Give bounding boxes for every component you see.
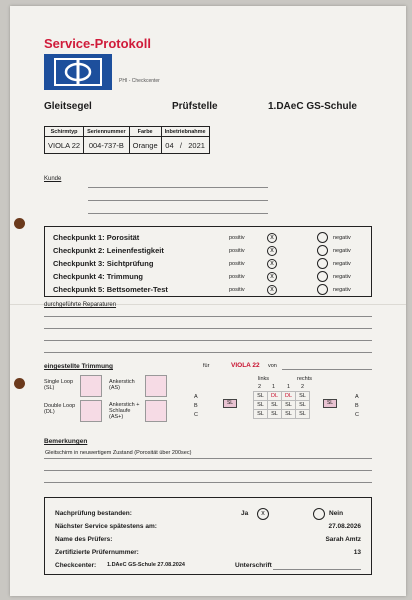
rule-line — [44, 316, 372, 317]
checkbox-negative[interactable] — [317, 271, 328, 282]
rule-line — [88, 213, 268, 214]
trim-col-label: 2 — [258, 384, 262, 390]
trim-cell: SL — [282, 401, 296, 410]
spec-header: Schirmtyp — [45, 127, 84, 137]
checkbox-positive[interactable]: x — [267, 285, 277, 295]
trim-left-sl: SL — [223, 399, 237, 408]
spec-value-date: 04 / 2021 — [161, 137, 209, 154]
row-label-b-right: B — [355, 403, 359, 409]
trim-col-label: 2 — [301, 384, 305, 390]
checkpoint-row: Checkpunkt 4: Trimmung positiv x negativ — [53, 272, 351, 281]
checkpoints-box — [44, 226, 372, 297]
zert-value: 13 — [353, 549, 361, 556]
ankerstich-schlaufe-icon — [145, 400, 167, 422]
trim-cell: SL — [268, 410, 282, 419]
rule-line — [44, 482, 372, 483]
header-school: 1.DAeC GS-Schule — [268, 101, 357, 112]
trim-cell: SL — [254, 401, 268, 410]
double-loop-icon — [80, 400, 102, 422]
naechster-service-value: 27.08.2026 — [328, 523, 361, 530]
zert-label: Zertifizierte Prüfernummer: — [55, 549, 139, 556]
logo-subtitle: PHI - Checkcenter — [119, 78, 160, 84]
naechster-service-label: Nächster Service spätestens am: — [55, 523, 157, 530]
trim-cell: SL — [268, 401, 282, 410]
trim-links: links — [258, 376, 270, 382]
footer-box — [44, 497, 372, 575]
double-loop-label: Double Loop (DL) — [44, 403, 76, 415]
trim-right-sl: SL — [323, 399, 337, 408]
trim-cell: DL — [282, 392, 296, 401]
phi-logo — [44, 54, 112, 90]
header-gleitsegel: Gleitsegel — [44, 101, 92, 112]
row-label-c: C — [194, 412, 198, 418]
checkcenter-label: Checkcenter: — [55, 562, 97, 569]
spec-value: 004-737-B — [84, 137, 130, 154]
trim-von: von — [268, 363, 277, 369]
remarks-text: Gleitschirm in neuwertigem Zustand (Porosität über 200sec) — [45, 450, 192, 456]
checkbox-positive[interactable]: x — [267, 259, 277, 269]
spec-value: VIOLA 22 — [45, 137, 84, 154]
trim-col-label: 1 — [272, 384, 276, 390]
checkbox-negative[interactable] — [317, 232, 328, 243]
trim-cell: SL — [296, 410, 310, 419]
signature-line — [273, 569, 361, 570]
checkpoint-row: Checkpunkt 1: Porosität positiv x negativ — [53, 233, 351, 242]
trim-cell: SL — [254, 392, 268, 401]
trim-grid — [253, 391, 310, 419]
rule-line — [44, 340, 372, 341]
row-label-a-right: A — [355, 394, 359, 400]
trim-cell: SL — [296, 392, 310, 401]
trim-fuer: für — [203, 363, 210, 369]
ankerstich-label: Ankerstich (AS) — [109, 379, 135, 391]
trim-cell: SL — [296, 401, 310, 410]
trim-glider: VIOLA 22 — [231, 362, 260, 369]
rule-line — [88, 187, 268, 188]
rule-line — [44, 458, 372, 459]
header-pruefstelle: Prüfstelle — [172, 101, 218, 112]
rule-line — [282, 369, 372, 370]
trim-label: eingestellte Trimmung — [44, 363, 113, 370]
punch-hole — [14, 378, 25, 389]
rule-line — [44, 470, 372, 471]
checkbox-negative[interactable] — [317, 284, 328, 295]
ankerstich-icon — [145, 375, 167, 397]
document-title: Service-Protokoll — [44, 36, 151, 51]
checkpoint-row: Checkpunkt 5: Bettsometer-Test positiv x negativ — [53, 285, 351, 294]
trim-cell: SL — [254, 410, 268, 419]
spec-value: Orange — [129, 137, 161, 154]
trim-col-label: 1 — [287, 384, 291, 390]
row-label-b: B — [194, 403, 198, 409]
checkcenter-value: 1.DAeC GS-Schule 27.08.2024 — [107, 562, 185, 568]
pruefer-label: Name des Prüfers: — [55, 536, 113, 543]
unterschrift-label: Unterschrift — [235, 562, 272, 569]
rule-line — [44, 352, 372, 353]
single-loop-icon — [80, 375, 102, 397]
checkbox-positive[interactable]: x — [267, 233, 277, 243]
checkpoint-row: Checkpunkt 3: Sichtprüfung positiv x negativ — [53, 259, 351, 268]
kunde-label: Kunde — [44, 176, 62, 182]
checkbox-negative[interactable] — [317, 258, 328, 269]
trim-rechts: rechts — [297, 376, 312, 382]
punch-hole — [14, 218, 25, 229]
remarks-label: Bemerkungen — [44, 438, 88, 445]
spec-table — [44, 126, 210, 154]
spec-header: Farbe — [129, 127, 161, 137]
checkpoint-row: Checkpunkt 2: Leinenfestigkeit positiv x negativ — [53, 246, 351, 255]
checkbox-negative[interactable] — [317, 245, 328, 256]
single-loop-label: Single Loop (SL) — [44, 379, 74, 391]
spec-header: Inbetriebnahme — [161, 127, 209, 137]
trim-cell: DL — [268, 392, 282, 401]
checkbox-positive[interactable]: x — [267, 246, 277, 256]
row-label-a: A — [194, 394, 198, 400]
nein-checkbox[interactable] — [313, 508, 325, 520]
repairs-label: durchgeführte Reparaturen — [44, 302, 117, 308]
nein-label: Nein — [329, 510, 344, 517]
pruefer-value: Sarah Amtz — [325, 536, 361, 543]
nachpruefung-label: Nachprüfung bestanden: — [55, 510, 132, 517]
rule-line — [88, 200, 268, 201]
ankerstich-schlaufe-label: Ankerstich + Schlaufe (AS+) — [109, 402, 140, 420]
trim-cell: SL — [282, 410, 296, 419]
spec-header: Seriennummer — [84, 127, 130, 137]
ja-checkbox[interactable]: x — [257, 508, 269, 520]
checkbox-positive[interactable]: x — [267, 272, 277, 282]
ja-label: Ja — [241, 510, 249, 517]
row-label-c-right: C — [355, 412, 359, 418]
protocol-sheet — [10, 6, 406, 596]
rule-line — [44, 328, 372, 329]
